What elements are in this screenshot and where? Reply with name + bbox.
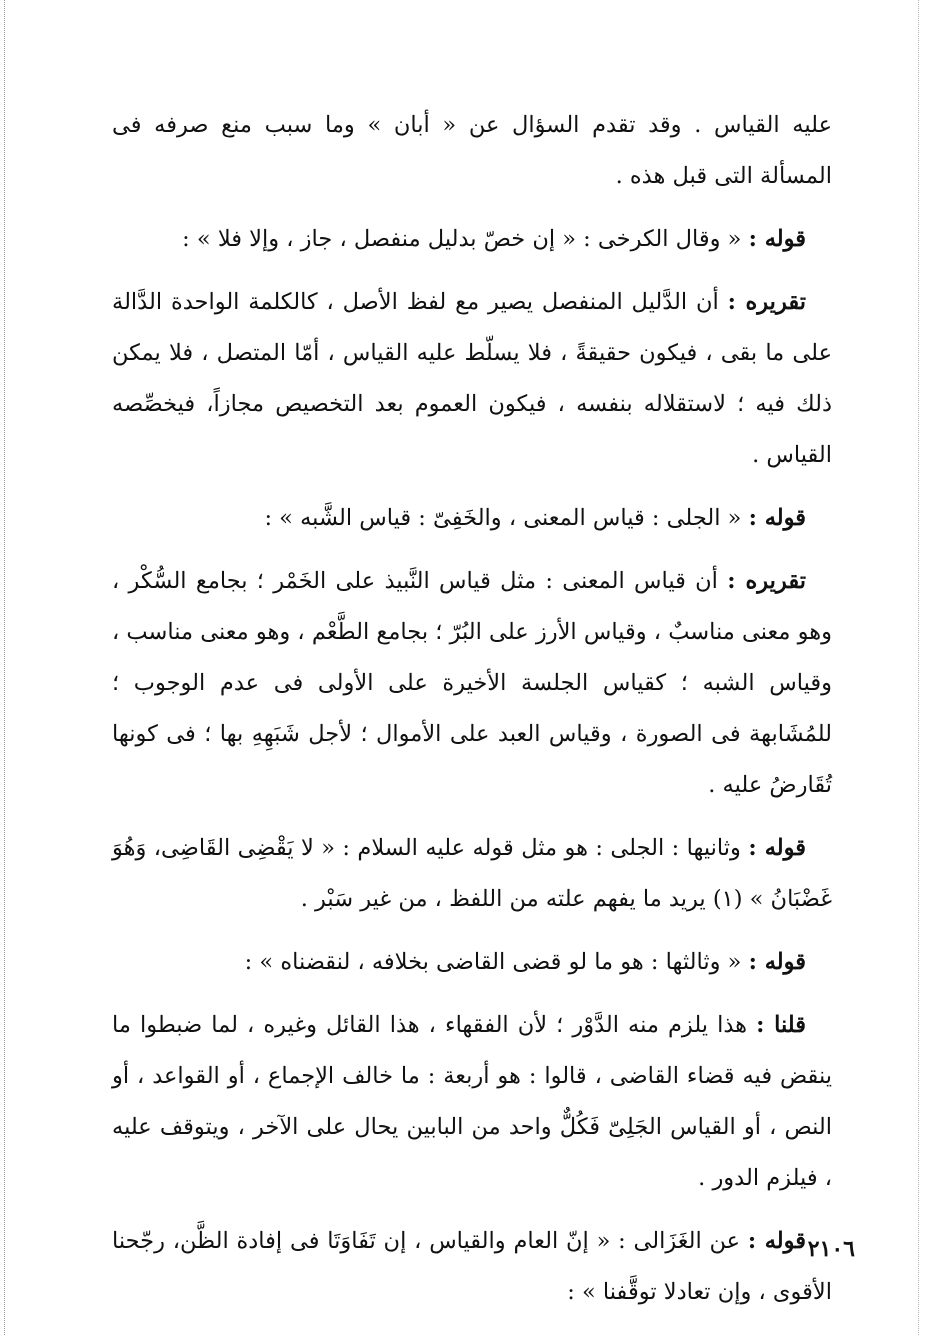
- paragraph-text: عن الغَزَالى : « إنّ العام والقياس ، إن تَفَاوَتَا فى إفادة الظَّن، رجّحنا الأقوى ، وإن تعادلا توقَّفنا » :: [112, 1228, 832, 1305]
- paragraph-text: هذا يلزم منه الدَّوْر ؛ لأن الفقهاء ، هذا القائل وغيره ، لما ضبطوا ما ينقض فيه قضاء القاضى ، قالوا : هو أربعة : ما خالف الإجماع ، أو القواعد ، أو النص ، أو القياس الجَلِىّ فَكُلٌّ واحد من البابين يحال على الآخر ، ويتوقف عليه ، فيلزم الدور .: [112, 1012, 832, 1191]
- paragraph-label: قلنا :: [756, 1012, 806, 1038]
- paragraph-label: تقريره :: [727, 289, 807, 315]
- paragraph-label: قوله :: [748, 226, 806, 252]
- paragraph-second-clear: [112, 823, 832, 925]
- paragraph-text: وثانيها : الجلى : هو مثل قوله عليه السلام : « لا يَقْضِى القَاضِى، وَهُوَ غَضْبَانُ » (١) يريد ما يفهم علته من اللفظ ، من غير سَبْر .: [112, 835, 832, 912]
- paragraph-clear-hidden-analogy: [112, 493, 832, 544]
- paragraph-text: « الجلى : قياس المعنى ، والخَفِىّ : قياس الشَّبه » :: [264, 505, 749, 531]
- paragraph-text: أن الدَّليل المنفصل يصير مع لفظ الأصل ، كالكلمة الواحدة الدَّالة على ما بقى ، فيكون حقيقةً ، فلا يسلّط عليه القياس ، أمّا المتصل ، فلا يمكن ذلك فيه ؛ لاستقلاله بنفسه ، فيكون العموم بعد التخصيص مجازاً، فيخصِّصه القياس .: [112, 289, 832, 468]
- paragraph-text: عليه القياس . وقد تقدم السؤال عن « أبان » وما سبب منع صرفه فى المسألة التى قبل هذه .: [112, 112, 832, 189]
- paragraph-text: « وثالثها : هو ما لو قضى القاضى بخلافه ، لنقضناه » :: [244, 949, 749, 975]
- paragraph-text: أن قياس المعنى : مثل قياس النَّبيذ على الخَمْر ؛ بجامع السُّكْر ، وهو معنى مناسبٌ ، وقياس الأرز على البُرّ ؛ بجامع الطَّعْم ، وهو معنى مناسب ، وقياس الشبه ؛ كقياس الجلسة الأخيرة على الأولى فى عدم الوجوب ؛ للمُشَابهة فى الصورة ، وقياس العبد على الأموال ؛ لأجل شَبَهِهِ بها ؛ فى كونها تُقَارضُ عليه .: [112, 568, 832, 798]
- page-number: ٢١٠٦: [807, 1236, 855, 1262]
- paragraph-circularity-reply: [112, 1000, 832, 1204]
- paragraph-explanation-separate-evidence: [112, 277, 832, 481]
- paragraph-label: قوله :: [748, 505, 806, 531]
- scan-edge-right: [918, 0, 919, 1335]
- paragraph-explanation-analogy-meaning: [112, 556, 832, 811]
- paragraph-label: تقريره :: [727, 568, 806, 594]
- paragraph-text: « وقال الكرخى : « إن خصّ بدليل منفصل ، جاز ، وإلا فلا » :: [182, 226, 749, 252]
- paragraph-label: قوله :: [748, 949, 806, 975]
- scan-edge-left: [4, 0, 5, 1335]
- paragraph-label: قوله :: [748, 835, 807, 861]
- paragraph-continuation: [112, 100, 832, 202]
- paragraph-karkhi-quote: [112, 214, 832, 265]
- text-body: [112, 100, 832, 1330]
- paragraph-label: قوله :: [747, 1228, 806, 1254]
- paragraph-third-judge: [112, 937, 832, 988]
- paragraph-ghazali-quote: [112, 1216, 832, 1318]
